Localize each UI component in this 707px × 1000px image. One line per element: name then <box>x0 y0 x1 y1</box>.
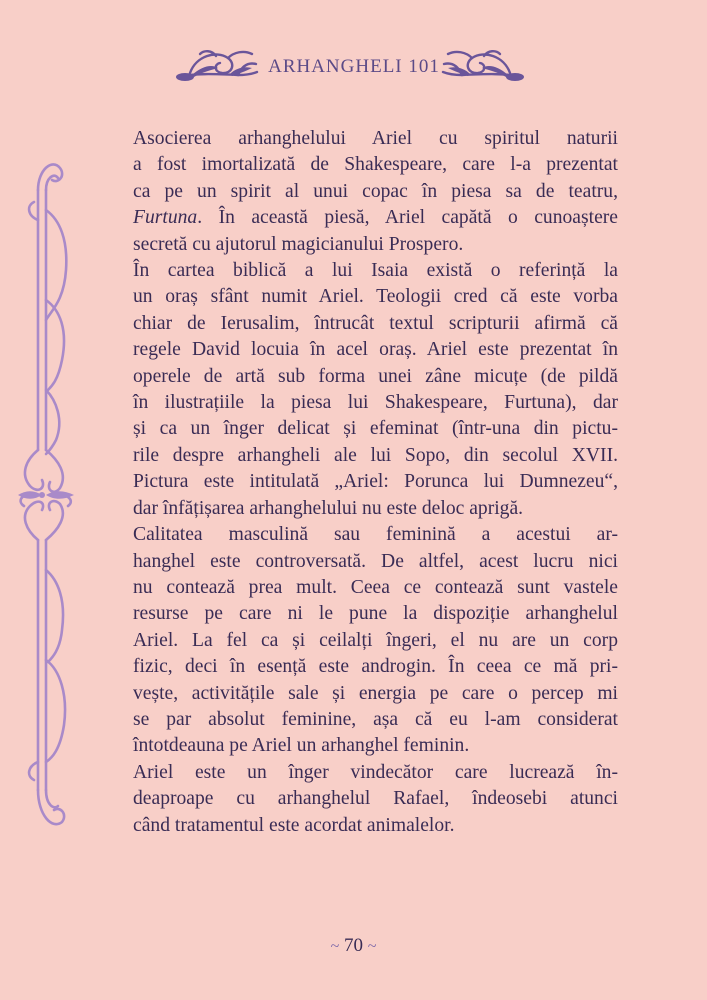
text-line: hanghel este controversată. De altfel, acest lucru nici <box>133 550 618 572</box>
text-line: și ca un înger delicat și efeminat (într-una din pictu- <box>133 418 618 440</box>
text-line: Calitatea masculină sau feminină a acestui ar- <box>133 524 618 546</box>
text-line: În cartea biblică a lui Isaia există o referință la <box>133 260 618 282</box>
text-line: Pictura este intitulată „Ariel: Porunca lui Dumnezeu“, <box>133 471 618 493</box>
text-line: întotdeauna pe Ariel un arhanghel feminin. <box>133 735 470 757</box>
page-header-title: ARHANGHELI 101 <box>268 56 440 77</box>
text-line: în ilustrațiile la piesa lui Shakespeare, Furtuna), dar <box>133 392 618 414</box>
page-footer <box>0 935 707 957</box>
text-line: dar înfățișarea arhanghelului nu este deloc aprigă. <box>133 497 524 519</box>
scroll-ornament-right-icon <box>438 44 528 88</box>
text-line: Furtuna. În această piesă, Ariel capătă o cunoaștere <box>133 207 618 229</box>
text-line: secretă cu ajutorul magicianului Prospero. <box>133 233 464 255</box>
running-header <box>0 44 707 88</box>
scroll-ornament-left-icon <box>172 44 262 88</box>
text-line: Ariel este un înger vindecător care lucrează în- <box>133 761 618 783</box>
text-line: când tratamentul este acordat animalelor. <box>133 814 455 836</box>
paragraph-3 <box>97 522 618 760</box>
text-line: a fost imortalizată de Shakespeare, care l-a prezentat <box>133 154 618 176</box>
paragraph-2 <box>97 258 618 522</box>
paragraph-4 <box>97 760 618 839</box>
main-text-body <box>97 126 618 839</box>
text-line: Asocierea arhanghelului Ariel cu spiritul naturii <box>133 128 618 149</box>
text-line: rile despre arhangheli ale lui Sopo, din secolul XVII. <box>133 444 618 466</box>
decorative-side-border-icon <box>12 150 82 880</box>
paragraph-1 <box>97 126 618 258</box>
text-line: operele de artă sub forma unei zâne micuțe (de pildă <box>133 365 618 387</box>
text-line: chiar de Ierusalim, întrucât textul scripturii afirmă că <box>133 312 618 334</box>
text-line: Ariel. La fel ca și ceilalți îngeri, el nu are un corp <box>133 629 618 651</box>
tilde-ornament-left-icon: ~ <box>330 938 340 955</box>
text-line: un oraș sfânt numit Ariel. Teologii cred că este vorba <box>133 286 618 308</box>
text-line: fizic, deci în esență este androgin. În ceea ce mă pri- <box>133 656 618 678</box>
text-line: regele David locuia în acel oraș. Ariel este prezentat în <box>133 339 618 361</box>
tilde-ornament-right-icon: ~ <box>367 938 377 955</box>
text-line: se par absolut feminine, așa că eu l-am considerat <box>133 708 618 730</box>
text-line: nu contează prea mult. Ceea ce contează sunt vastele <box>133 576 618 598</box>
text-line: ca pe un spirit al unui copac în piesa sa de teatru, <box>133 180 618 202</box>
italic-title: Furtuna <box>133 207 198 229</box>
text-line: deaproape cu arhanghelul Rafael, îndeosebi atunci <box>133 788 618 810</box>
text-line: vește, activitățile sale și energia pe care o percep mi <box>133 682 618 704</box>
text-line: resurse pe care ni le pune la dispoziție arhanghelul <box>133 603 618 625</box>
page-number: 70 <box>344 935 363 956</box>
